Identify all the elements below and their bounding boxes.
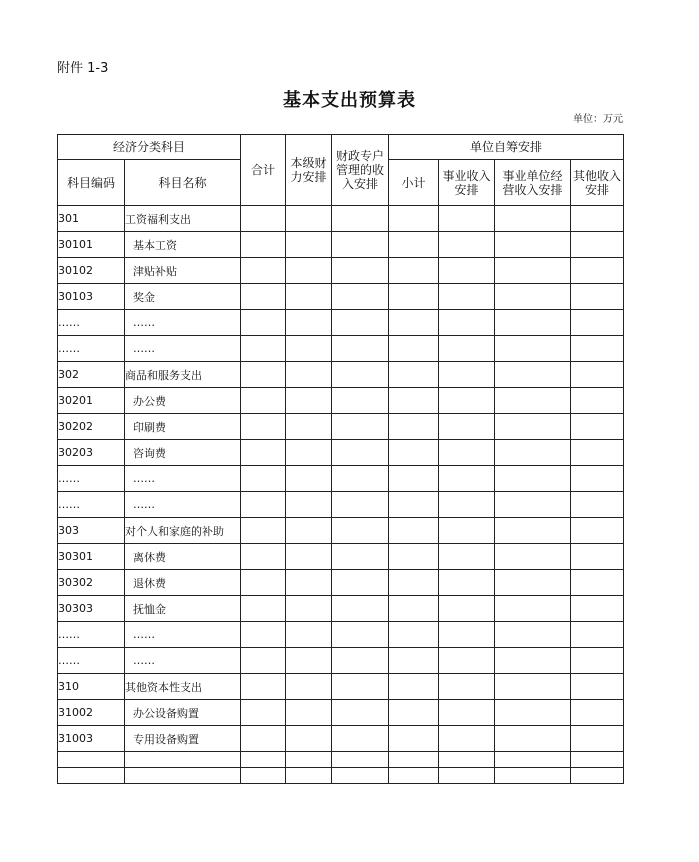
row-code: …… — [58, 648, 125, 674]
table-row — [58, 674, 624, 700]
amount-cell — [389, 570, 439, 596]
row-code: …… — [58, 492, 125, 518]
amount-cell — [439, 414, 495, 440]
amount-cell — [495, 518, 571, 544]
amount-cell — [286, 596, 332, 622]
header-econ-group: 经济分类科目 — [58, 135, 241, 160]
table-row — [58, 258, 624, 284]
amount-cell — [286, 544, 332, 570]
amount-cell — [495, 700, 571, 726]
amount-cell — [439, 258, 495, 284]
amount-cell — [286, 768, 332, 784]
amount-cell — [439, 648, 495, 674]
amount-cell — [286, 466, 332, 492]
row-code: 30303 — [58, 596, 125, 622]
row-name: 抚恤金 — [125, 596, 241, 622]
page-title: 基本支出预算表 — [283, 90, 416, 111]
amount-cell — [389, 466, 439, 492]
amount-cell — [389, 414, 439, 440]
amount-cell — [332, 258, 389, 284]
row-name: 离休费 — [125, 544, 241, 570]
amount-cell — [495, 570, 571, 596]
amount-cell — [241, 596, 286, 622]
amount-cell — [286, 336, 332, 362]
amount-cell — [571, 206, 624, 232]
amount-cell — [332, 726, 389, 752]
amount-cell — [332, 206, 389, 232]
table-row — [58, 570, 624, 596]
amount-cell — [286, 310, 332, 336]
amount-cell — [389, 388, 439, 414]
row-code — [58, 752, 125, 768]
amount-cell — [389, 768, 439, 784]
row-name: 基本工资 — [125, 232, 241, 258]
amount-cell — [495, 726, 571, 752]
amount-cell — [332, 232, 389, 258]
row-name: …… — [125, 310, 241, 336]
row-name: …… — [125, 466, 241, 492]
row-code: 30102 — [58, 258, 125, 284]
amount-cell — [389, 648, 439, 674]
header-name: 科目名称 — [125, 160, 241, 206]
amount-cell — [241, 622, 286, 648]
amount-cell — [332, 310, 389, 336]
amount-cell — [286, 362, 332, 388]
amount-cell — [241, 440, 286, 466]
amount-cell — [389, 700, 439, 726]
amount-cell — [439, 544, 495, 570]
header-business-income — [439, 160, 495, 206]
amount-cell — [571, 544, 624, 570]
amount-cell — [241, 518, 286, 544]
row-code: 30302 — [58, 570, 125, 596]
amount-cell — [495, 466, 571, 492]
amount-cell — [439, 232, 495, 258]
amount-cell — [439, 492, 495, 518]
row-name: …… — [125, 622, 241, 648]
amount-cell — [332, 648, 389, 674]
amount-cell — [389, 622, 439, 648]
table-row — [58, 752, 624, 768]
amount-cell — [286, 518, 332, 544]
row-name: 其他资本性支出 — [125, 674, 241, 700]
amount-cell — [332, 284, 389, 310]
row-name: …… — [125, 648, 241, 674]
amount-cell — [389, 752, 439, 768]
table-body — [58, 206, 624, 784]
amount-cell — [495, 674, 571, 700]
unit-label: 单位：万元 — [573, 114, 623, 125]
amount-cell — [571, 700, 624, 726]
amount-cell — [332, 440, 389, 466]
amount-cell — [286, 622, 332, 648]
amount-cell — [571, 726, 624, 752]
amount-cell — [439, 700, 495, 726]
row-code: 31002 — [58, 700, 125, 726]
row-name: …… — [125, 492, 241, 518]
row-name — [125, 768, 241, 784]
amount-cell — [332, 336, 389, 362]
amount-cell — [286, 726, 332, 752]
amount-cell — [571, 388, 624, 414]
row-code: 31003 — [58, 726, 125, 752]
amount-cell — [389, 258, 439, 284]
amount-cell — [286, 674, 332, 700]
amount-cell — [332, 700, 389, 726]
amount-cell — [571, 648, 624, 674]
amount-cell — [332, 466, 389, 492]
amount-cell — [241, 284, 286, 310]
table-row — [58, 362, 624, 388]
amount-cell — [389, 440, 439, 466]
amount-cell — [286, 700, 332, 726]
amount-cell — [332, 518, 389, 544]
table-row — [58, 596, 624, 622]
row-name: 办公费 — [125, 388, 241, 414]
table-row — [58, 518, 624, 544]
amount-cell — [241, 700, 286, 726]
amount-cell — [241, 674, 286, 700]
amount-cell — [286, 752, 332, 768]
amount-cell — [389, 232, 439, 258]
amount-cell — [571, 768, 624, 784]
row-name: 津贴补贴 — [125, 258, 241, 284]
amount-cell — [439, 622, 495, 648]
amount-cell — [495, 206, 571, 232]
amount-cell — [332, 414, 389, 440]
amount-cell — [571, 596, 624, 622]
amount-cell — [286, 206, 332, 232]
amount-cell — [495, 492, 571, 518]
annex-label: 附件 1-3 — [57, 61, 109, 76]
row-code: …… — [58, 336, 125, 362]
amount-cell — [495, 440, 571, 466]
row-name: 专用设备购置 — [125, 726, 241, 752]
header-business-operating-text: 事业单位经营收入安排 — [502, 168, 563, 197]
amount-cell — [495, 622, 571, 648]
amount-cell — [571, 336, 624, 362]
amount-cell — [439, 726, 495, 752]
amount-cell — [571, 466, 624, 492]
amount-cell — [241, 232, 286, 258]
table-row — [58, 700, 624, 726]
amount-cell — [439, 284, 495, 310]
table-row — [58, 466, 624, 492]
amount-cell — [332, 492, 389, 518]
amount-cell — [389, 206, 439, 232]
header-code: 科目编码 — [58, 160, 125, 206]
amount-cell — [439, 310, 495, 336]
amount-cell — [332, 570, 389, 596]
amount-cell — [332, 674, 389, 700]
row-code: 30201 — [58, 388, 125, 414]
amount-cell — [241, 466, 286, 492]
amount-cell — [495, 310, 571, 336]
amount-cell — [241, 768, 286, 784]
amount-cell — [389, 284, 439, 310]
header-special-account — [332, 135, 389, 206]
amount-cell — [495, 544, 571, 570]
row-name: 商品和服务支出 — [125, 362, 241, 388]
table-row — [58, 648, 624, 674]
table-row — [58, 206, 624, 232]
amount-cell — [571, 752, 624, 768]
row-code: 310 — [58, 674, 125, 700]
amount-cell — [286, 440, 332, 466]
table-row — [58, 414, 624, 440]
amount-cell — [389, 492, 439, 518]
table-row — [58, 492, 624, 518]
amount-cell — [389, 336, 439, 362]
amount-cell — [241, 206, 286, 232]
row-code: 30101 — [58, 232, 125, 258]
amount-cell — [332, 388, 389, 414]
amount-cell — [495, 388, 571, 414]
amount-cell — [332, 362, 389, 388]
budget-table — [57, 134, 624, 784]
amount-cell — [439, 362, 495, 388]
amount-cell — [439, 570, 495, 596]
amount-cell — [332, 768, 389, 784]
amount-cell — [495, 648, 571, 674]
amount-cell — [389, 518, 439, 544]
amount-cell — [439, 674, 495, 700]
row-name: 对个人和家庭的补助 — [125, 518, 241, 544]
header-local-finance-text: 本级财力安排 — [290, 156, 327, 184]
row-code: 30203 — [58, 440, 125, 466]
amount-cell — [439, 518, 495, 544]
row-code: …… — [58, 622, 125, 648]
amount-cell — [495, 258, 571, 284]
amount-cell — [332, 622, 389, 648]
header-other-income — [571, 160, 624, 206]
row-code: 30301 — [58, 544, 125, 570]
amount-cell — [389, 310, 439, 336]
row-name: 咨询费 — [125, 440, 241, 466]
amount-cell — [571, 622, 624, 648]
amount-cell — [286, 232, 332, 258]
table-row — [58, 284, 624, 310]
amount-cell — [286, 570, 332, 596]
header-self-group: 单位自筹安排 — [389, 135, 624, 160]
header-local-finance — [286, 135, 332, 206]
amount-cell — [332, 544, 389, 570]
table-row — [58, 440, 624, 466]
header-total: 合计 — [241, 135, 286, 206]
table-row — [58, 310, 624, 336]
amount-cell — [495, 232, 571, 258]
row-code: …… — [58, 466, 125, 492]
row-code — [58, 768, 125, 784]
amount-cell — [389, 726, 439, 752]
row-name: 印刷费 — [125, 414, 241, 440]
table-row — [58, 388, 624, 414]
header-business-operating — [495, 160, 571, 206]
amount-cell — [439, 388, 495, 414]
row-name: 奖金 — [125, 284, 241, 310]
amount-cell — [241, 492, 286, 518]
header-special-account-text: 财政专户管理的收入安排 — [336, 149, 385, 191]
amount-cell — [495, 336, 571, 362]
table-row — [58, 232, 624, 258]
amount-cell — [241, 414, 286, 440]
row-name: 工资福利支出 — [125, 206, 241, 232]
amount-cell — [495, 284, 571, 310]
table-row — [58, 544, 624, 570]
amount-cell — [571, 570, 624, 596]
amount-cell — [286, 648, 332, 674]
amount-cell — [571, 440, 624, 466]
amount-cell — [241, 310, 286, 336]
table-row — [58, 726, 624, 752]
row-name — [125, 752, 241, 768]
amount-cell — [241, 648, 286, 674]
amount-cell — [571, 284, 624, 310]
amount-cell — [389, 362, 439, 388]
amount-cell — [286, 388, 332, 414]
amount-cell — [332, 752, 389, 768]
amount-cell — [495, 414, 571, 440]
amount-cell — [332, 596, 389, 622]
table-row — [58, 622, 624, 648]
row-name: …… — [125, 336, 241, 362]
row-code: 301 — [58, 206, 125, 232]
amount-cell — [439, 206, 495, 232]
amount-cell — [439, 466, 495, 492]
amount-cell — [286, 258, 332, 284]
header-subtotal: 小计 — [389, 160, 439, 206]
amount-cell — [241, 258, 286, 284]
amount-cell — [495, 752, 571, 768]
amount-cell — [495, 768, 571, 784]
amount-cell — [241, 544, 286, 570]
amount-cell — [286, 492, 332, 518]
amount-cell — [571, 310, 624, 336]
amount-cell — [241, 336, 286, 362]
table-row — [58, 336, 624, 362]
amount-cell — [495, 362, 571, 388]
amount-cell — [571, 232, 624, 258]
amount-cell — [439, 336, 495, 362]
row-code: 30202 — [58, 414, 125, 440]
amount-cell — [241, 388, 286, 414]
amount-cell — [389, 596, 439, 622]
amount-cell — [571, 362, 624, 388]
row-code: …… — [58, 310, 125, 336]
row-code: 302 — [58, 362, 125, 388]
row-code: 303 — [58, 518, 125, 544]
table-row — [58, 768, 624, 784]
amount-cell — [241, 362, 286, 388]
amount-cell — [241, 752, 286, 768]
row-code: 30103 — [58, 284, 125, 310]
amount-cell — [241, 570, 286, 596]
row-name: 退休费 — [125, 570, 241, 596]
amount-cell — [571, 492, 624, 518]
amount-cell — [389, 674, 439, 700]
amount-cell — [571, 518, 624, 544]
amount-cell — [495, 596, 571, 622]
row-name: 办公设备购置 — [125, 700, 241, 726]
amount-cell — [439, 768, 495, 784]
header-other-income-text: 其他收入安排 — [573, 168, 622, 197]
amount-cell — [571, 414, 624, 440]
amount-cell — [439, 440, 495, 466]
amount-cell — [241, 726, 286, 752]
header-business-income-text: 事业收入安排 — [442, 168, 491, 197]
amount-cell — [389, 544, 439, 570]
amount-cell — [571, 674, 624, 700]
amount-cell — [286, 414, 332, 440]
amount-cell — [286, 284, 332, 310]
amount-cell — [439, 752, 495, 768]
amount-cell — [439, 596, 495, 622]
amount-cell — [571, 258, 624, 284]
